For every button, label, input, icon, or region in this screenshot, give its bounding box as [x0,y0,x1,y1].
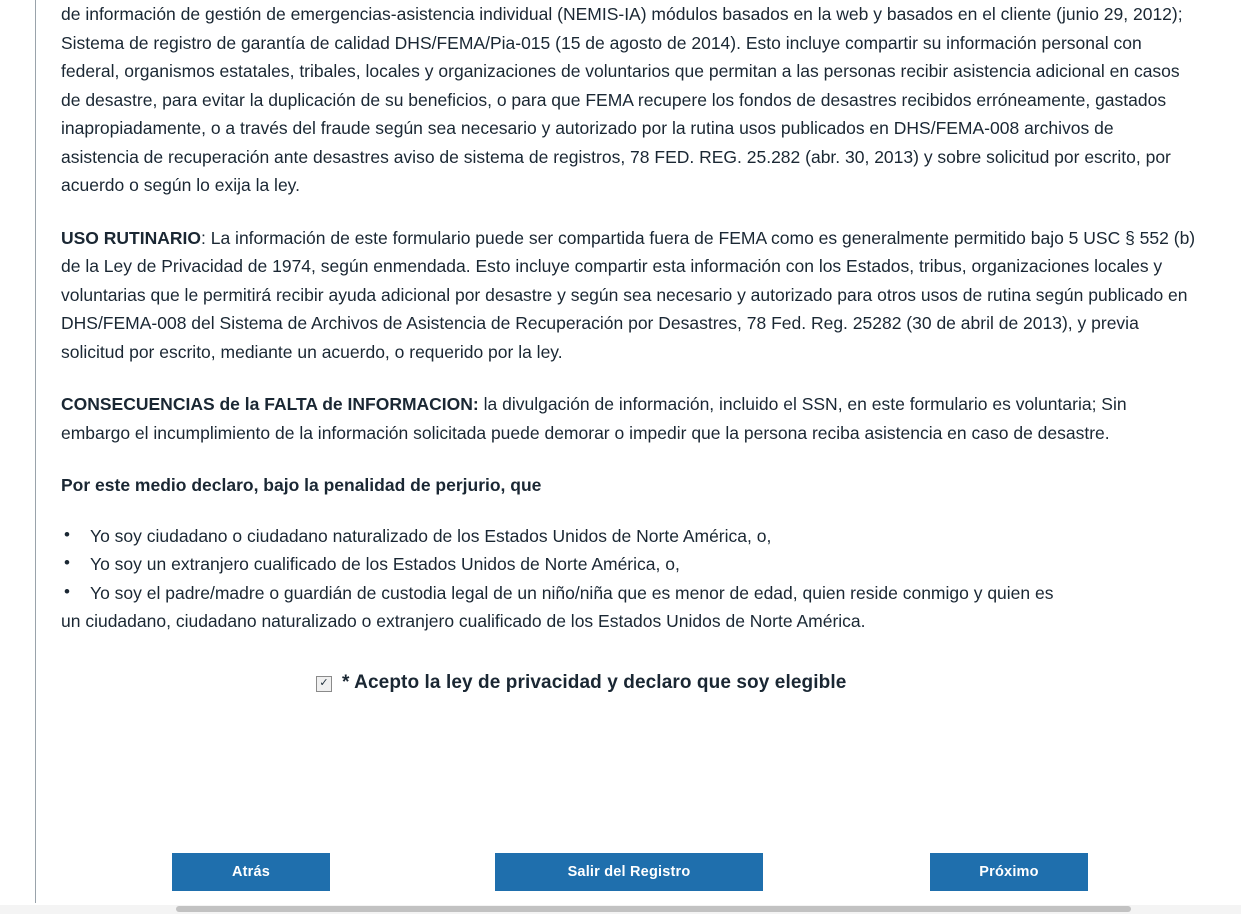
checkmark-icon: ✓ [319,677,329,689]
list-item: • Yo soy un extranjero cualificado de los Estados Unidos de Norte América, o, [61,550,1196,579]
consent-row[interactable] [61,672,1196,694]
consent-label: * Acepto la ley de privacidad y declaro que soy elegible [342,671,847,693]
back-button[interactable]: Atrás [172,853,330,891]
content-left-divider [35,0,36,903]
paragraph-consequences-lead: CONSECUENCIAS de la FALTA de INFORMACION: [61,394,479,414]
paragraph-disclosure-text: de información de gestión de emergencias-asistencia individual (NEMIS-IA) módulos basados en la web y basados en el cliente (junio 29, 2012); Sistema de registro de garantía de calidad DHS/FEMA/Pia-015 (15 de agosto de 2014). Esto incluye compartir su información personal con federal, organismos estatales, tribales, locales y organizaciones de voluntarios que permitan a las personas recibir asistencia adicional en casos de desastre, para evitar la duplicación de su beneficios, o para que FEMA recupere los fondos de desastres recibidos erróneamente, gastados inapropiadamente, o a través del fraude según sea necesario y autorizado por la rutina usos publicados en DHS/FEMA-008 archivos de asistencia de recuperación ante desastres aviso de sistema de registros, 78 FED. REG. 25.282 (abr. 30, 2013) y sobre solicitud por escrito, por acuerdo o según lo exija la ley. [61,4,1183,195]
list-item: • Yo soy ciudadano o ciudadano naturalizado de los Estados Unidos de Norte América, o, [61,522,1196,551]
exit-registration-button[interactable]: Salir del Registro [495,853,763,891]
form-actions [61,853,1196,891]
paragraph-routine-use-lead: USO RUTINARIO [61,227,201,248]
horizontal-scrollbar-thumb[interactable] [176,906,1131,912]
declaration-heading: Por este medio declaro, bajo la penalidad de perjurio, que [61,475,542,495]
next-button[interactable]: Próximo [930,853,1088,891]
paragraph-routine-use-text: : La información de este formulario puede ser compartida fuera de FEMA como es generalmente permitido bajo 5 USC § 552 (b) de la Ley de Privacidad de 1974, según enmendada. Esto incluye compartir esta información con los Estados, tribus, organizaciones locales y voluntarias que le permitirá recibir ayuda adicional por desastre y según sea necesario y autorizado para otros usos de rutina según publicado en DHS/FEMA-008 del Sistema de Archivos de Asistencia de Recuperación por Desastres, 78 Fed. Reg. 25282 (30 de abril de 2013), y previa solicitud por escrito, mediante un acuerdo, o requerido por la ley. [61,227,1196,362]
privacy-act-content [61,0,1196,694]
list-item: un ciudadano, ciudadano naturalizado o extranjero cualificado de los Estados Unidos de Norte América. [61,611,866,631]
paragraph-disclosure [61,0,1196,200]
paragraph-consequences [61,390,1196,447]
list-item: • Yo soy el padre/madre o guardián de custodia legal de un niño/niña que es menor de edad, quien reside conmigo y quien es [61,579,1196,608]
declaration-list [61,522,1196,636]
paragraph-routine-use [61,224,1196,367]
consent-checkbox[interactable] [316,676,332,692]
paragraph-consequences-text: la divulgación de información, incluido el SSN, en este formulario es voluntaria; Sin embargo el incumplimiento de la información solicitada puede demorar o impedir que la persona reciba asistencia en caso de desastre. [61,394,1127,443]
